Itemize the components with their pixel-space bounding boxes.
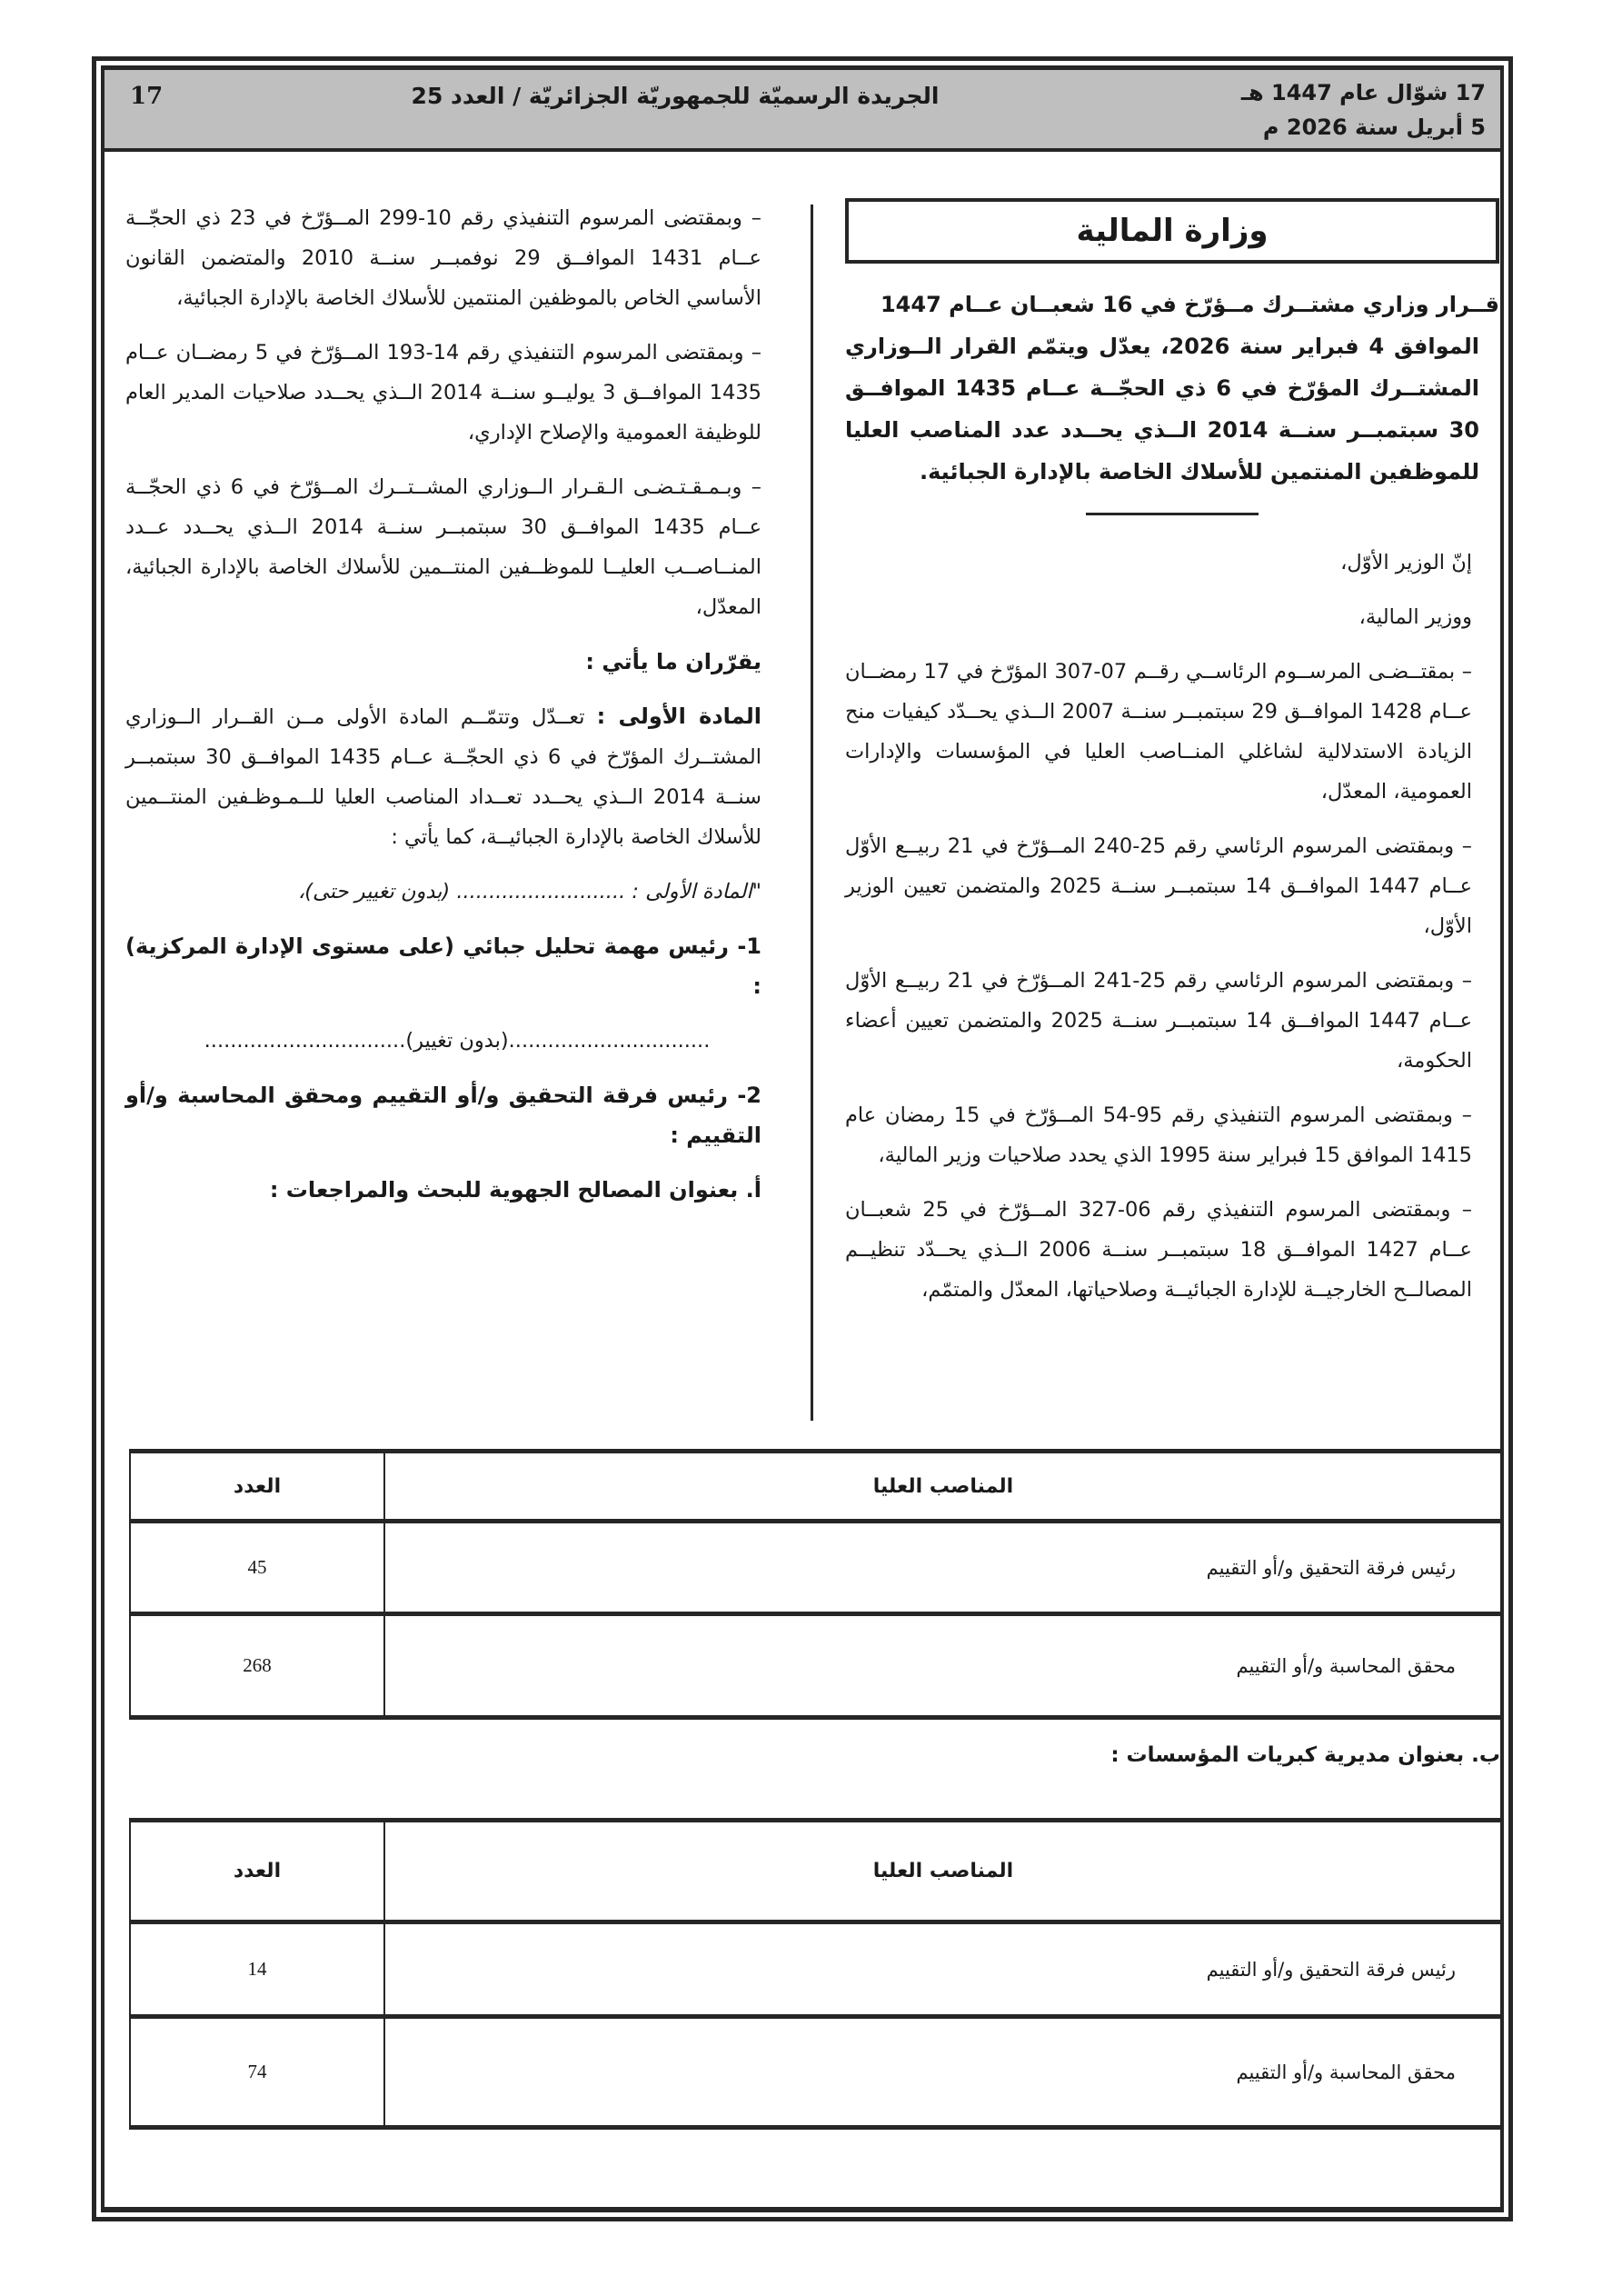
- visa-paragraph: – بمقتــضـى المرســوم الرئاســي رقــم 07-307 المؤرّخ في 17 رمضــان عــام 1428 الموافــق 29 سبتمبــر سنــة 2007 الــذي يحــدّد كيفيات منح الزيادة الاستدلالية لشاغلي المنــاصب العليا في المؤسسات والإدارات العمومية، المعدّل،: [845, 660, 1472, 804]
- date-gregorian: 5 أبريل سنة 2026 م: [1262, 115, 1486, 140]
- header-positions: المناصب العليا: [384, 1821, 1502, 1922]
- intro-finance-minister: ووزير المالية،: [1358, 605, 1472, 629]
- position-cell: رئيس فرقة التحقيق و/أو التقييم: [384, 1522, 1502, 1614]
- count-cell: 14: [130, 1922, 384, 2017]
- intro-first-minister: إنّ الوزير الأوّل،: [1340, 551, 1472, 574]
- issue-date: [1241, 75, 1486, 145]
- table-row: [130, 1922, 1502, 2017]
- sub-heading-a: أ. بعنوان المصالح الجهوية للبحث والمراجعات :: [269, 1177, 761, 1203]
- position-cell: محقق المحاسبة و/أو التقييم: [384, 2017, 1502, 2128]
- right-column: [845, 198, 1499, 1324]
- visa-paragraph: – وبـمـقـتـضـى الـقـرار الــوزاري المشــتــرك المــؤرّخ في 6 ذي الحجّــة عــام 1435 الموافــق 30 سبتمبــر سنــة 2014 الــذي يحــدد عــدد المنــاصــب العليــا للموظــفين المنتــمين للأسلاك الخاصة بالإدارة الجبائية، المعدّل،: [125, 475, 761, 619]
- article-text: تعــدّل وتتمّــم المادة الأولى مــن القــرار الــوزاري المشتــرك المؤرّخ في 6 ذي الحجّــة عــام 1435 الموافــق 30 سبتمبــر سنــة 2014 الــذي يحــدد تعــداد المناصب العليا للــمـوظـفين المنتــمين للأسلاك الخاصة بالإدارة الجبائيــة، كما يأتي :: [125, 705, 762, 849]
- positions-table-a: [129, 1449, 1503, 1720]
- article-one: [125, 696, 789, 857]
- visa-paragraph: – وبمقتضى المرسوم الرئاسي رقم 25-241 المــؤرّخ في 21 ربيــع الأوّل عــام 1447 الموافــق 14 سبتمبــر سنــة 2025 والمتضمن تعيين أعضاء الحكومة،: [845, 969, 1472, 1073]
- left-column: [125, 198, 789, 1210]
- gazette-title: الجريدة الرسميّة للجمهوريّة الجزائريّة / العدد 25: [411, 83, 940, 109]
- no-change-line: ...............................(بدون تغيير)...............................: [204, 1029, 711, 1053]
- table-header-row: [130, 1821, 1502, 1922]
- visa-paragraph: – وبمقتضى المرسوم التنفيذي رقم 06-327 المــؤرّخ في 25 شعبــان عــام 1427 الموافــق 18 سبتمبــر سنــة 2006 الــذي يحــدّد تنظيــم المصالــح الخارجيــة للإدارة الجبائيــة وصلاحياتها، المعدّل والمتمّم،: [845, 1198, 1472, 1302]
- ministry-heading: وزارة المالية: [845, 198, 1499, 264]
- count-cell: 268: [130, 1614, 384, 1718]
- visa-paragraph: – وبمقتضى المرسوم التنفيذي رقم 95-54 المــؤرّخ في 15 رمضان عام 1415 الموافق 15 فبراير سنة 1995 الذي يحدد صلاحيات وزير المالية،: [845, 1103, 1472, 1167]
- table-header-row: [130, 1452, 1502, 1522]
- date-hijri: 17 شوّال عام 1447 هـ: [1240, 80, 1486, 105]
- visa-paragraph: – وبمقتضى المرسوم التنفيذي رقم 14-193 المــؤرّخ في 5 رمضــان عــام 1435 الموافــق 3 يوليــو سنــة 2014 الــذي يحــدد صلاحيات المدير العام للوظيفة العمومية والإصلاح الإداري،: [125, 341, 761, 444]
- quoted-article: "المادة الأولى : .......................... (بدون تغيير حتى)،: [298, 880, 761, 903]
- separator-rule: [1086, 513, 1259, 515]
- page-number: 17: [130, 83, 164, 110]
- header-count: العدد: [130, 1452, 384, 1522]
- decree-heading: يقرّران ما يأتي :: [585, 649, 761, 674]
- item-2-heading: 2- رئيس فرقة التحقيق و/أو التقييم ومحقق المحاسبة و/أو التقييم :: [125, 1083, 761, 1148]
- header-count: العدد: [130, 1821, 384, 1922]
- count-cell: 45: [130, 1522, 384, 1614]
- decision-title-rest: الموافق 4 فبراير سنة 2026، يعدّل ويتمّم القرار الــوزاري المشتــرك المؤرّخ في 6 ذي الحجّــة عــام 1435 الموافــق 30 سبتمبــر سنــة 2014 الــذي يحــدد عدد المناصب العليا للموظفين المنتمين للأسلاك الخاصة بالإدارة الجبائية.: [845, 334, 1480, 484]
- position-cell: محقق المحاسبة و/أو التقييم: [384, 1614, 1502, 1718]
- count-cell: 74: [130, 2017, 384, 2128]
- table-row: [130, 1522, 1502, 1614]
- decision-title-line1: قــرار وزاري مشتــرك مــؤرّخ في 16 شعبــان عــام 1447: [880, 292, 1499, 317]
- visa-paragraph: – وبمقتضى المرسوم الرئاسي رقم 25-240 المــؤرّخ في 21 ربيــع الأوّل عــام 1447 الموافــق 14 سبتمبــر سنــة 2025 والمتضمن تعيين الوزير الأوّل،: [845, 834, 1472, 938]
- visa-paragraph: – وبمقتضى المرسوم التنفيذي رقم 10-299 المــؤرّخ في 23 ذي الحجّــة عــام 1431 الموافــق 29 نوفمبــر سنــة 2010 والمتضمن القانون الأساسي الخاص بالموظفين المنتمين للأسلاك الخاصة بالإدارة الجبائية،: [125, 206, 761, 310]
- sub-heading-b: ب. بعنوان مديرية كبريات المؤسسات :: [1110, 1743, 1500, 1767]
- position-cell: رئيس فرقة التحقيق و/أو التقييم: [384, 1922, 1502, 2017]
- column-divider: [811, 205, 813, 1421]
- gazette-header: [104, 70, 1500, 152]
- article-label: المادة الأولى :: [596, 704, 761, 729]
- table-row: [130, 1614, 1502, 1718]
- table-row: [130, 2017, 1502, 2128]
- header-positions: المناصب العليا: [384, 1452, 1502, 1522]
- positions-table-b: [129, 1818, 1503, 2130]
- decision-title: [845, 284, 1499, 493]
- item-1-heading: 1- رئيس مهمة تحليل جبائي (على مستوى الإدارة المركزية) :: [125, 933, 761, 999]
